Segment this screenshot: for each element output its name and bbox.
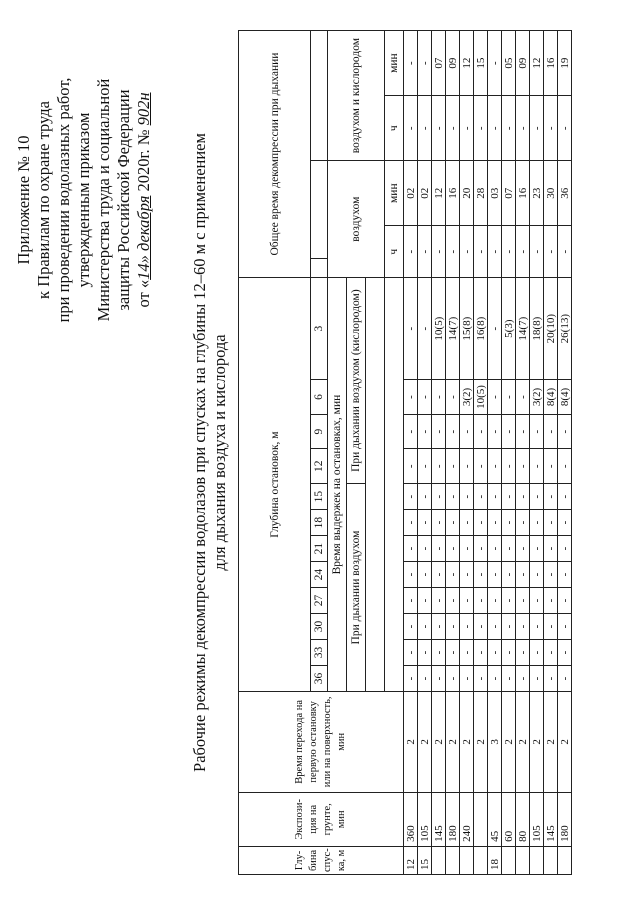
cell-exposure: 145 [544,792,558,846]
cell-stop-21: - [488,536,502,562]
cell-stop-21: - [502,536,516,562]
cell-stop-36: - [488,666,502,692]
table-row [460,31,474,875]
cell-stop-3: 14(7) [446,278,460,380]
cell-stop-6: - [488,380,502,415]
cell-stop-33: - [418,640,432,666]
col-header-oxy-minutes: мин [385,31,404,96]
cell-stop-6: - [502,380,516,415]
cell-oxy-minutes: 12 [460,31,474,96]
table-row [530,31,544,875]
cell-stop-36: - [432,666,446,692]
cell-oxy-hours: - [488,96,502,161]
cell-air-minutes: 02 [418,161,432,226]
cell-stop-12: - [502,449,516,484]
col-header-oxy-hours: ч [385,96,404,161]
cell-oxy-minutes: 16 [544,31,558,96]
cell-stop-24: - [460,562,474,588]
cell-stop-9: - [474,414,488,449]
cell-depth [502,846,516,874]
cell-stop-15: - [418,484,432,510]
cell-stop-27: - [404,588,418,614]
cell-stop-24: - [418,562,432,588]
stop-depth-18: 18 [311,510,328,536]
cell-stop-30: - [516,614,530,640]
cell-stop-21: - [558,536,572,562]
col-header-depth: Глу-бина спус-ка, м [239,846,404,874]
cell-stop-15: - [432,484,446,510]
col-header-breathing-air: При дыхании воздухом [347,484,366,692]
cell-oxy-minutes: 19 [558,31,572,96]
cell-stop-33: - [558,640,572,666]
units-spacer [385,278,404,692]
cell-depth [558,846,572,874]
cell-stop-33: - [516,640,530,666]
cell-stop-27: - [446,588,460,614]
cell-oxy-hours: - [404,96,418,161]
cell-stop-18: - [404,510,418,536]
cell-stop-6: - [418,380,432,415]
cell-stop-30: - [418,614,432,640]
cell-air-hours: - [446,226,460,278]
cell-exposure [474,792,488,846]
cell-air-minutes: 28 [474,161,488,226]
cell-stop-27: - [432,588,446,614]
cell-stop-30: - [502,614,516,640]
stop-depth-33: 33 [311,640,328,666]
cell-stop-27: - [530,588,544,614]
cell-stop-12: - [404,449,418,484]
cell-stop-9: - [502,414,516,449]
cell-stop-27: - [460,588,474,614]
cell-transition: 2 [502,691,516,792]
cell-stop-24: - [446,562,460,588]
cell-stop-12: - [544,449,558,484]
cell-stop-33: - [488,640,502,666]
cell-stop-21: - [474,536,488,562]
cell-stop-36: - [530,666,544,692]
cell-stop-33: - [404,640,418,666]
cell-stop-6: 8(4) [544,380,558,415]
cell-depth [446,846,460,874]
cell-air-hours: - [544,226,558,278]
cell-stop-24: - [474,562,488,588]
stop-depth-6: 6 [311,380,328,415]
cell-depth [474,846,488,874]
cell-transition: 2 [404,691,418,792]
cell-oxy-minutes: 09 [516,31,530,96]
cell-oxy-hours: - [516,96,530,161]
cell-stop-6: - [446,380,460,415]
cell-transition: 2 [418,691,432,792]
cell-stop-30: - [404,614,418,640]
cell-air-hours: - [432,226,446,278]
stop-depth-30: 30 [311,614,328,640]
cell-stop-3: 16(8) [474,278,488,380]
cell-stop-9: - [460,414,474,449]
cell-oxy-hours: - [446,96,460,161]
cell-stop-15: - [502,484,516,510]
cell-stop-6: - [516,380,530,415]
cell-stop-12: - [418,449,432,484]
table-body [239,31,572,875]
cell-stop-30: - [488,614,502,640]
cell-exposure: 105 [418,792,432,846]
appendix-line-2: при проведении водолазных работ, [54,77,73,323]
cell-transition: 3 [488,691,502,792]
cell-stop-33: - [432,640,446,666]
cell-stop-33: - [474,640,488,666]
cell-transition: 2 [474,691,488,792]
stop-depth-36: 36 [311,666,328,692]
cell-stop-3: 10(5) [432,278,446,380]
cell-stop-30: - [474,614,488,640]
handwritten-date: 14» декабря [134,195,153,280]
cell-transition: 2 [432,691,446,792]
cell-stop-36: - [558,666,572,692]
stop-depth-3: 3 [311,278,328,380]
cell-oxy-minutes: 07 [432,31,446,96]
cell-stop-9: - [446,414,460,449]
cell-stop-12: - [460,449,474,484]
cell-stop-18: - [530,510,544,536]
cell-stop-24: - [502,562,516,588]
cell-stop-3: 15(8) [460,278,474,380]
cell-transition: 2 [516,691,530,792]
cell-stop-12: - [488,449,502,484]
cell-stop-6: - [432,380,446,415]
table-row [516,31,530,875]
cell-exposure: 360 [404,792,418,846]
cell-stop-12: - [432,449,446,484]
cell-oxy-minutes: - [418,31,432,96]
cell-air-minutes: 12 [432,161,446,226]
total-air-spacer [311,161,328,258]
cell-stop-36: - [460,666,474,692]
decompression-table [238,30,572,875]
cell-stop-18: - [558,510,572,536]
cell-stop-21: - [516,536,530,562]
appendix-number: Приложение № 10 [14,135,33,265]
cell-stop-18: - [474,510,488,536]
cell-stop-3: 18(8) [530,278,544,380]
cell-oxy-hours: - [530,96,544,161]
cell-oxy-minutes: 09 [446,31,460,96]
cell-transition: 2 [544,691,558,792]
cell-stop-9: - [516,414,530,449]
cell-stop-24: - [488,562,502,588]
title-line-1: Рабочие режимы декомпрессии водолазов при спусках на глубины 12–60 м с применением [190,133,209,772]
cell-stop-15: - [516,484,530,510]
cell-stop-3: 26(13) [558,278,572,380]
cell-stop-18: - [502,510,516,536]
cell-oxy-hours: - [418,96,432,161]
cell-stop-6: 8(4) [558,380,572,415]
cell-air-hours: - [474,226,488,278]
cell-transition: 2 [460,691,474,792]
cell-depth: 18 [488,846,502,874]
cell-air-minutes: 02 [404,161,418,226]
cell-stop-21: - [544,536,558,562]
cell-air-hours: - [502,226,516,278]
cell-stop-15: - [404,484,418,510]
cell-exposure: 105 [530,792,544,846]
table-row [418,31,432,875]
cell-air-minutes: 23 [530,161,544,226]
cell-stop-15: - [558,484,572,510]
cell-stop-36: - [544,666,558,692]
cell-stop-18: - [488,510,502,536]
cell-stop-15: - [488,484,502,510]
cell-stop-21: - [432,536,446,562]
cell-stop-27: - [418,588,432,614]
table-row [446,31,460,875]
cell-stop-27: - [544,588,558,614]
cell-stop-24: - [558,562,572,588]
table-row [544,31,558,875]
cell-oxy-minutes: 12 [530,31,544,96]
cell-stop-15: - [474,484,488,510]
cell-depth [544,846,558,874]
cell-stop-24: - [404,562,418,588]
cell-oxy-minutes: 05 [502,31,516,96]
cell-stop-30: - [544,614,558,640]
cell-stop-3: - [418,278,432,380]
cell-air-hours: - [488,226,502,278]
cell-stop-6: 3(2) [530,380,544,415]
cell-stop-33: - [446,640,460,666]
cell-air-hours: - [460,226,474,278]
cell-stop-15: - [544,484,558,510]
title-line-2: для дыхания воздуха и кислорода [210,334,229,571]
col-header-transition: Время перехода на первую остановку или на поверхность, мин [239,691,404,792]
cell-stop-18: - [544,510,558,536]
cell-stop-27: - [516,588,530,614]
cell-oxy-minutes: - [488,31,502,96]
cell-stop-18: - [432,510,446,536]
col-header-air-hours: ч [385,226,404,278]
cell-stop-21: - [404,536,418,562]
cell-stop-12: - [516,449,530,484]
order-reference: от «14» декабря 2020г. № 902н [134,92,153,308]
table-row [474,31,488,875]
header-row-1 [239,31,311,875]
cell-stop-9: - [530,414,544,449]
cell-stop-15: - [530,484,544,510]
cell-stop-18: - [446,510,460,536]
cell-stop-3: - [404,278,418,380]
cell-air-hours: - [404,226,418,278]
cell-stop-30: - [460,614,474,640]
cell-stop-18: - [516,510,530,536]
handwritten-number: 902н [134,92,153,126]
appendix-line-4: Министерства труда и социальной [94,78,113,322]
cell-exposure: 45 [488,792,502,846]
cell-depth: 15 [418,846,432,874]
cell-stop-12: - [474,449,488,484]
col-header-air-minutes: мин [385,161,404,226]
stop-depth-12: 12 [311,449,328,484]
appendix-line-5: защиты Российской Федерации [114,89,133,311]
cell-stop-15: - [460,484,474,510]
cell-transition: 2 [530,691,544,792]
cell-transition: 2 [558,691,572,792]
cell-stop-33: - [460,640,474,666]
cell-exposure: 145 [432,792,446,846]
cell-stop-18: - [460,510,474,536]
cell-exposure: 80 [516,792,530,846]
stop-depth-24: 24 [311,562,328,588]
cell-stop-12: - [446,449,460,484]
table-title [190,30,230,875]
cell-air-minutes: 16 [516,161,530,226]
cell-exposure: 180 [446,792,460,846]
cell-stop-21: - [460,536,474,562]
cell-stop-27: - [502,588,516,614]
cell-stop-21: - [530,536,544,562]
cell-air-hours: - [418,226,432,278]
cell-stop-9: - [418,414,432,449]
cell-stop-27: - [474,588,488,614]
cell-air-hours: - [516,226,530,278]
cell-stop-9: - [544,414,558,449]
appendix-header [14,35,154,365]
col-header-hold-time: Время выдержек на остановках, мин [328,278,347,692]
cell-stop-9: - [404,414,418,449]
cell-oxy-hours: - [474,96,488,161]
total-air-hours-spacer [311,258,328,277]
appendix-line-3: утвержденным приказом [74,112,93,288]
cell-oxy-hours: - [502,96,516,161]
cell-stop-12: - [530,449,544,484]
cell-air-hours: - [530,226,544,278]
appendix-line-1: к Правилам по охране труда [34,101,53,299]
cell-air-minutes: 07 [502,161,516,226]
cell-oxy-minutes: 15 [474,31,488,96]
col-header-air-oxygen: воздухом и кислородом [328,31,385,161]
col-header-breathing-air-oxygen: При дыхании воздухом (кислородом) [347,278,366,484]
cell-air-hours: - [558,226,572,278]
cell-stop-6: 10(5) [474,380,488,415]
cell-stop-3: 5(3) [502,278,516,380]
cell-stop-24: - [432,562,446,588]
cell-stop-27: - [558,588,572,614]
cell-stop-21: - [446,536,460,562]
cell-stop-3: - [488,278,502,380]
cell-oxy-minutes: - [404,31,418,96]
cell-stop-6: 3(2) [460,380,474,415]
cell-air-minutes: 30 [544,161,558,226]
stop-depth-15: 15 [311,484,328,510]
cell-stop-36: - [446,666,460,692]
cell-stop-30: - [558,614,572,640]
cell-stop-30: - [446,614,460,640]
table-row [502,31,516,875]
cell-stop-24: - [544,562,558,588]
cell-depth [516,846,530,874]
cell-stop-9: - [488,414,502,449]
cell-air-minutes: 36 [558,161,572,226]
header-spacer [366,278,385,692]
table-row [432,31,446,875]
cell-stop-18: - [418,510,432,536]
col-header-air: воздухом [328,161,385,278]
cell-stop-24: - [530,562,544,588]
total-oxy-spacer [311,31,328,161]
cell-depth [460,846,474,874]
cell-depth [530,846,544,874]
cell-stop-9: - [432,414,446,449]
stop-depth-21: 21 [311,536,328,562]
cell-air-minutes: 20 [460,161,474,226]
cell-oxy-hours: - [544,96,558,161]
table-row [404,31,418,875]
cell-oxy-hours: - [432,96,446,161]
cell-stop-9: - [558,414,572,449]
table-row [558,31,572,875]
cell-stop-24: - [516,562,530,588]
col-header-exposure: Экспози-ция на грунте, мин [239,792,404,846]
cell-stop-30: - [432,614,446,640]
cell-oxy-hours: - [558,96,572,161]
table-row [488,31,502,875]
cell-exposure: 180 [558,792,572,846]
cell-stop-36: - [516,666,530,692]
cell-air-minutes: 03 [488,161,502,226]
cell-stop-3: 14(7) [516,278,530,380]
cell-stop-33: - [530,640,544,666]
stop-depth-9: 9 [311,414,328,449]
cell-stop-12: - [558,449,572,484]
cell-stop-15: - [446,484,460,510]
cell-stop-27: - [488,588,502,614]
stop-depth-27: 27 [311,588,328,614]
cell-stop-33: - [544,640,558,666]
cell-depth: 12 [404,846,418,874]
col-header-stop-depth: Глубина остановок, м [239,278,311,692]
cell-stop-21: - [418,536,432,562]
cell-stop-6: - [404,380,418,415]
cell-stop-36: - [474,666,488,692]
cell-stop-36: - [418,666,432,692]
cell-stop-3: 20(10) [544,278,558,380]
cell-exposure: 240 [460,792,474,846]
cell-stop-33: - [502,640,516,666]
cell-transition: 2 [446,691,460,792]
cell-stop-30: - [530,614,544,640]
cell-stop-36: - [404,666,418,692]
cell-depth [432,846,446,874]
col-header-total-time: Общее время декомпрессии при дыхании [239,31,311,278]
cell-oxy-hours: - [460,96,474,161]
cell-air-minutes: 16 [446,161,460,226]
cell-exposure: 60 [502,792,516,846]
cell-stop-36: - [502,666,516,692]
